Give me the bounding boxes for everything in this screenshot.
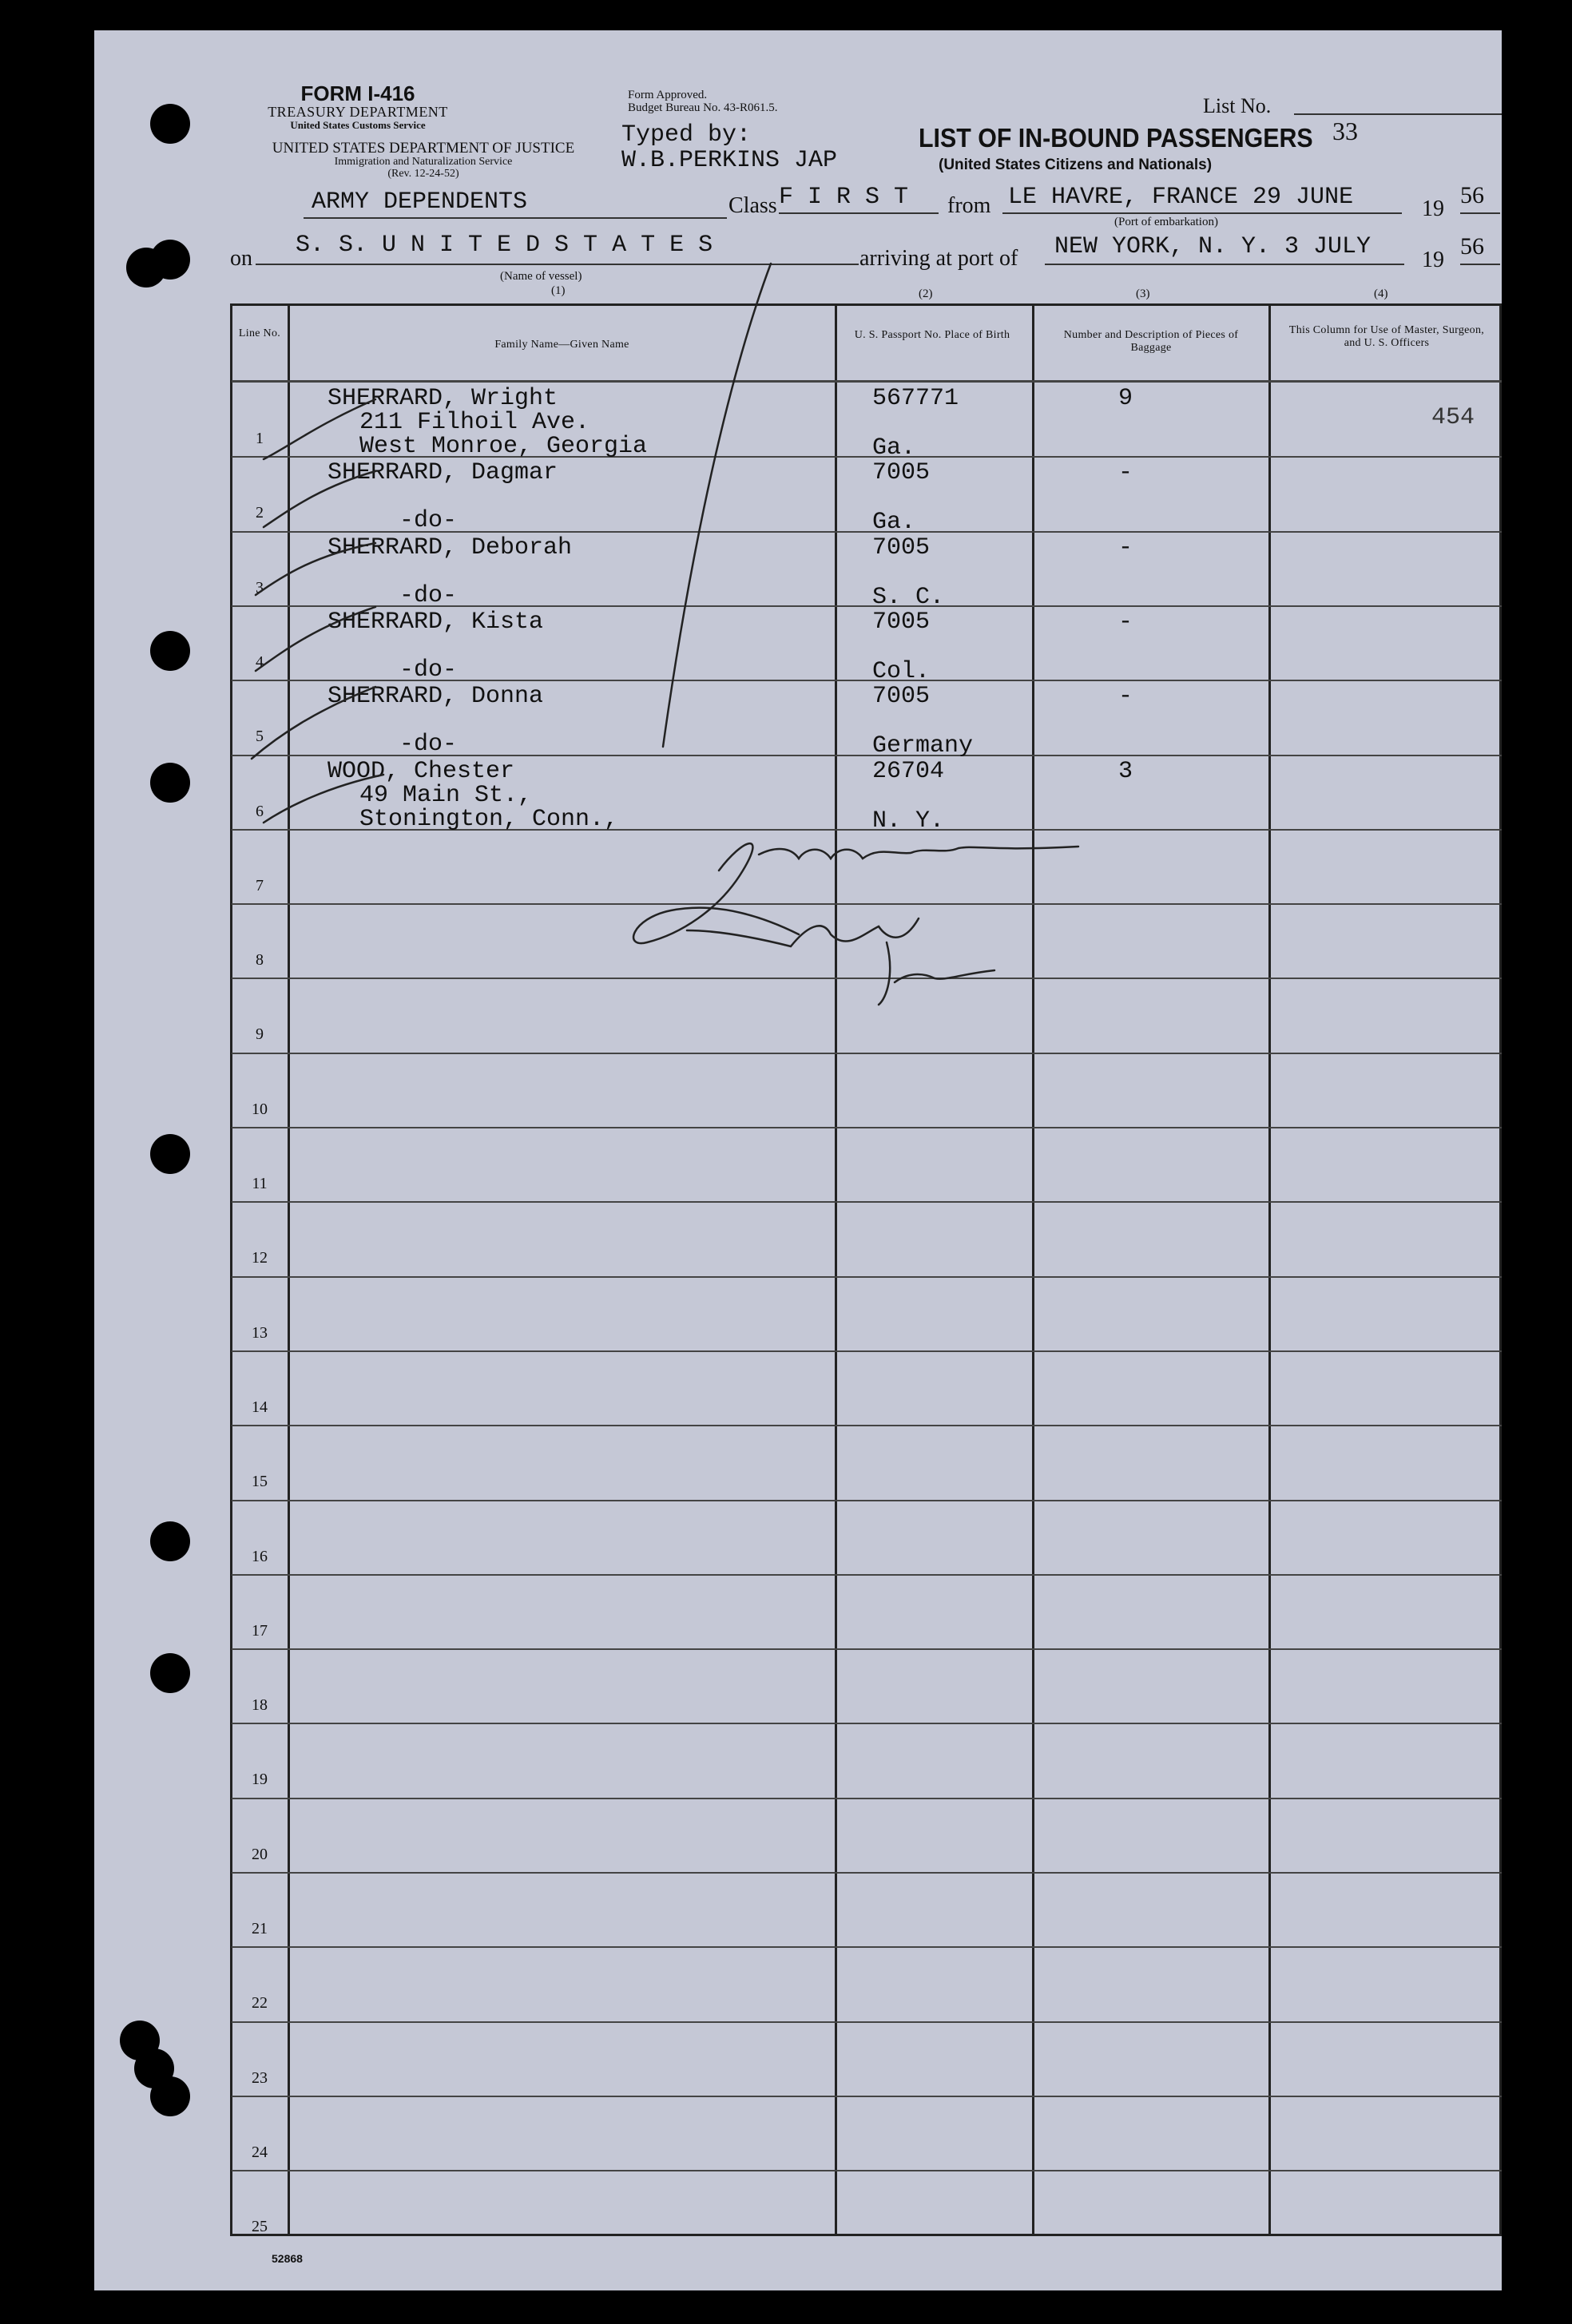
approval-line-1: Form Approved.: [628, 89, 708, 101]
address-line-2: -do-: [399, 656, 458, 684]
class-value: F I R S T: [779, 184, 909, 211]
officer-note: 454: [1431, 404, 1475, 431]
vessel-underline: [256, 264, 859, 265]
line-number: 6: [256, 803, 264, 820]
punch-hole: [150, 2076, 190, 2116]
year-prefix: 19: [1422, 196, 1444, 221]
row-rule: [232, 1574, 1502, 1576]
page-subtitle: (United States Citizens and Nationals): [939, 157, 1213, 173]
birthplace: Col.: [872, 658, 931, 685]
baggage-count: -: [1118, 459, 1133, 486]
row-rule: [232, 2096, 1502, 2097]
line-number: 2: [256, 504, 264, 522]
passport-number: 567771: [872, 385, 959, 412]
passport-number: 7005: [872, 534, 931, 561]
revision-label: (Rev. 12-24-52): [387, 167, 459, 180]
address-line-2: West Monroe, Georgia: [359, 433, 648, 460]
list-no-value: 33: [1332, 117, 1358, 145]
punch-hole: [150, 104, 190, 144]
address-line-2: -do-: [399, 507, 458, 534]
address-line-1: 49 Main St.,: [359, 782, 533, 809]
col-num-3: (3): [1136, 288, 1150, 300]
approval-line-2: Budget Bureau No. 43-R061.5.: [628, 101, 778, 114]
vessel-caption: (Name of vessel): [500, 270, 582, 283]
col-header-name: Family Name—Given Name: [494, 339, 629, 351]
col-num-4: (4): [1374, 288, 1388, 300]
group-underline: [304, 217, 727, 219]
arrival-year: 56: [1460, 233, 1484, 260]
line-number: 24: [252, 2144, 268, 2161]
class-label: Class: [728, 193, 777, 218]
row-rule: [232, 1798, 1502, 1799]
punch-hole: [150, 1521, 190, 1561]
header-rule: [232, 380, 1502, 383]
line-number: 16: [252, 1548, 268, 1565]
punch-hole: [150, 1653, 190, 1693]
passport-number: 7005: [872, 609, 931, 636]
col-header-line-no: Line No.: [238, 327, 281, 339]
port-caption: (Port of embarkation): [1114, 216, 1218, 228]
row-rule: [232, 1127, 1502, 1128]
typed-by-label: Typed by:: [621, 121, 752, 149]
list-no-underline: [1294, 113, 1502, 115]
row-rule: [232, 1500, 1502, 1501]
passenger-name: SHERRARD, Deborah: [328, 534, 573, 561]
passenger-name: SHERRARD, Wright: [328, 385, 558, 412]
punch-hole: [150, 763, 190, 803]
row-rule: [232, 1648, 1502, 1650]
line-number: 3: [256, 579, 264, 597]
print-number: 52868: [272, 2252, 303, 2265]
line-number: 25: [252, 2218, 268, 2235]
col-header-passport: U. S. Passport No. Place of Birth: [854, 329, 1010, 341]
vessel-name: S. S. U N I T E D S T A T E S: [296, 232, 713, 259]
arrival-year-underline: [1460, 264, 1500, 265]
line-number: 21: [252, 1920, 268, 1937]
typed-by: [621, 123, 837, 173]
line-number: 8: [256, 951, 264, 969]
line-number: 23: [252, 2069, 268, 2087]
address-line-2: -do-: [399, 731, 458, 758]
address-line-2: -do-: [399, 582, 458, 609]
row-rule: [232, 1053, 1502, 1054]
line-number: 7: [256, 877, 264, 894]
arriving-label: arriving at port of: [859, 246, 1018, 271]
line-number: 1: [256, 430, 264, 447]
department-block: [232, 141, 615, 180]
col-header-officers: This Column for Use of Master, Surgeon, and U. S. Officers: [1288, 324, 1485, 350]
line-number: 19: [252, 1771, 268, 1788]
baggage-count: -: [1118, 534, 1133, 561]
from-label: from: [947, 193, 991, 218]
line-number: 22: [252, 1994, 268, 2012]
passport-number: 26704: [872, 758, 945, 785]
line-number: 14: [252, 1398, 268, 1416]
row-rule: [232, 903, 1502, 905]
departure-year: 56: [1460, 182, 1484, 208]
form-id-block: [254, 83, 462, 131]
embarkation-port: LE HAVRE, FRANCE 29 JUNE: [1008, 184, 1354, 211]
line-number: 17: [252, 1622, 268, 1640]
line-number: 20: [252, 1846, 268, 1863]
punch-hole: [150, 240, 190, 280]
line-number: 5: [256, 728, 264, 745]
birthplace: Ga.: [872, 509, 916, 536]
address-line-1: 211 Filhoil Ave.: [359, 409, 590, 436]
passport-number: 7005: [872, 683, 931, 710]
treasury-label: TREASURY DEPARTMENT: [268, 104, 448, 121]
page-title: LIST OF IN-BOUND PASSENGERS: [919, 123, 1313, 153]
arrival-underline: [1045, 264, 1404, 265]
baggage-count: -: [1118, 609, 1133, 636]
baggage-count: 9: [1118, 385, 1133, 412]
col-num-2: (2): [919, 288, 933, 300]
passenger-name: WOOD, Chester: [328, 758, 515, 785]
year-underline: [1460, 212, 1500, 214]
row-rule: [232, 2170, 1502, 2171]
address-line-2: Stonington, Conn.,: [359, 806, 619, 833]
line-number: 18: [252, 1696, 268, 1714]
birthplace: Germany: [872, 732, 974, 759]
passenger-name: SHERRARD, Dagmar: [328, 459, 558, 486]
line-number: 4: [256, 653, 264, 671]
immigration-label: Immigration and Naturalization Service: [334, 155, 513, 168]
punch-hole: [150, 631, 190, 671]
row-rule: [232, 2021, 1502, 2023]
customs-label: United States Customs Service: [290, 119, 426, 132]
list-no-label: List No.: [1203, 94, 1272, 117]
line-number: 9: [256, 1025, 264, 1043]
department-label: UNITED STATES DEPARTMENT OF JUSTICE: [272, 140, 575, 157]
arrival-year-prefix: 19: [1422, 248, 1444, 272]
group-label: ARMY DEPENDENTS: [312, 188, 528, 216]
row-rule: [232, 1350, 1502, 1352]
form-number: FORM I-416: [300, 81, 415, 105]
typed-by-value: W.B.PERKINS JAP: [621, 146, 838, 174]
baggage-count: 3: [1118, 758, 1133, 785]
baggage-count: -: [1118, 683, 1133, 710]
approval-note: [628, 89, 777, 115]
birthplace: Ga.: [872, 434, 916, 462]
arrival-port: NEW YORK, N. Y. 3 JULY: [1054, 233, 1372, 260]
line-number: 13: [252, 1324, 268, 1342]
row-rule: [232, 1872, 1502, 1874]
row-rule: [232, 1425, 1502, 1426]
birthplace: S. C.: [872, 584, 945, 611]
on-label: on: [230, 246, 252, 271]
passenger-name: SHERRARD, Kista: [328, 609, 544, 636]
col-header-baggage: Number and Description of Pieces of Baggage: [1063, 329, 1239, 355]
class-underline: [779, 212, 939, 214]
from-underline: [1002, 212, 1402, 214]
vessel-col-num: (1): [551, 284, 566, 297]
line-number: 15: [252, 1473, 268, 1490]
line-number: 12: [252, 1249, 268, 1267]
birthplace: N. Y.: [872, 807, 945, 835]
passenger-name: SHERRARD, Donna: [328, 683, 544, 710]
passport-number: 7005: [872, 459, 931, 486]
line-number: 10: [252, 1101, 268, 1118]
row-rule: [232, 978, 1502, 979]
row-rule: [232, 1723, 1502, 1724]
punch-hole: [150, 1134, 190, 1174]
row-rule: [232, 1946, 1502, 1948]
row-rule: [232, 1201, 1502, 1203]
line-number: 11: [252, 1175, 268, 1192]
row-rule: [232, 1276, 1502, 1278]
